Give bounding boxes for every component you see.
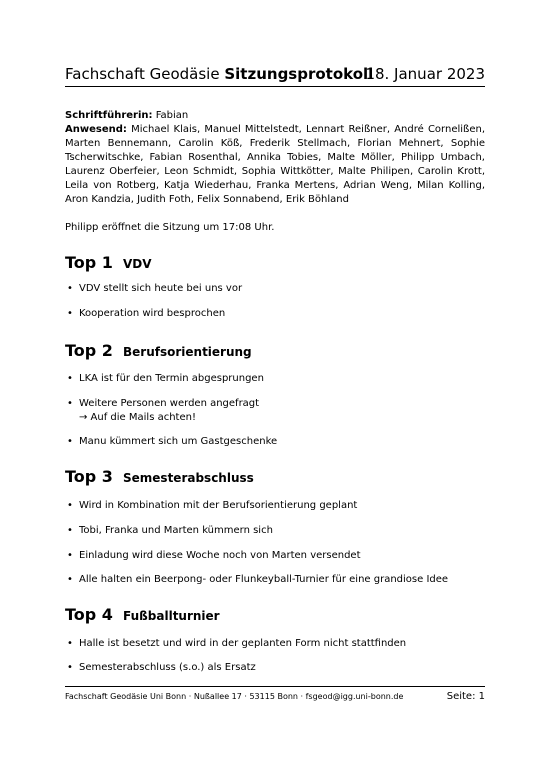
section-heading (65, 467, 485, 489)
meeting-meta (65, 109, 485, 207)
item-text: Wird in Kombination mit der Berufsorientierung geplant (79, 500, 358, 511)
section-number: Top 4 (65, 605, 113, 624)
opening-statement: Philipp eröffnet die Sitzung um 17:08 Uhr. (65, 222, 275, 233)
footer-address: Fachschaft Geodäsie Uni Bonn · Nußallee 17 · 53115 Bonn · fsgeod@igg.uni-bonn.de (65, 692, 404, 701)
section-number: Top 2 (65, 341, 113, 360)
writer-line (65, 109, 485, 123)
attendees-line (65, 123, 485, 207)
bullet-icon: • (67, 308, 73, 319)
item-text: VDV stellt sich heute bei uns vor (79, 283, 243, 294)
bullet-icon: • (67, 283, 73, 294)
item-text: Halle ist besetzt und wird in der geplanten Form nicht stattfinden (79, 638, 407, 649)
section-number: Top 1 (65, 253, 113, 272)
list-item (67, 397, 260, 425)
bullet-icon: • (67, 373, 73, 384)
list-item (67, 573, 449, 587)
list-item (67, 435, 278, 449)
list-item (67, 549, 361, 563)
header-title (65, 65, 373, 83)
item-text: Kooperation wird besprochen (79, 308, 226, 319)
item-text: Semesterabschluss (s.o.) als Ersatz (79, 662, 256, 673)
page-number: Seite: 1 (446, 691, 485, 702)
list-item (67, 637, 407, 651)
list-item (67, 524, 273, 538)
section-top-3 (65, 467, 485, 585)
list-item (67, 372, 264, 386)
header-document-title: Sitzungsprotokoll (224, 65, 374, 83)
writer-name: Fabian (155, 110, 189, 121)
section-top-2 (65, 341, 485, 447)
section-title: Fußballturnier (123, 609, 220, 623)
bullet-icon: • (67, 525, 73, 536)
bullet-icon: • (67, 436, 73, 447)
attendees-list: Michael Klais, Manuel Mittelstedt, Lennart Reißner, André Cornelißen, Marten Bennemann, Carolin Köß, Frederik Stellmach, Florian Mehnert, Sophie Tscherwitschke, Fabian Rosenthal, Annika Tobies, Malte Möller, Philipp Umbach, Laurenz Oberfeier, Leon Schmidt, Sophia Wittkötter, Malte Philipen, Carolin Krott, Leila von Rotberg, Katja Wiederhau, Franka Mertens, Adrian Weng, Milan Kolling, Aron Kandzia, Judith Foth, Felix Sonnabend, Erik Böhland (65, 124, 486, 205)
page-footer (65, 686, 485, 707)
section-number: Top 3 (65, 467, 113, 486)
section-title: Berufsorientierung (123, 345, 252, 359)
item-text: Weitere Personen werden angefragt (79, 398, 260, 409)
page-header (65, 64, 485, 87)
section-top-4 (65, 605, 485, 673)
list-item (67, 282, 243, 296)
header-org: Fachschaft Geodäsie (65, 65, 220, 83)
item-text: Tobi, Franka und Marten kümmern sich (79, 525, 273, 536)
bullet-icon: • (67, 662, 73, 673)
attendees-label: Anwesend: (65, 124, 127, 135)
section-heading (65, 605, 485, 627)
section-title: VDV (123, 257, 152, 271)
list-item (67, 307, 226, 321)
bullet-icon: • (67, 574, 73, 585)
section-heading (65, 341, 485, 363)
item-text: LKA ist für den Termin abgesprungen (79, 373, 264, 384)
section-top-1 (65, 253, 485, 319)
header-date: 18. Januar 2023 (365, 65, 485, 83)
item-text: Alle halten ein Beerpong- oder Flunkeyball-Turnier für eine grandiose Idee (79, 574, 449, 585)
bullet-icon: • (67, 398, 73, 409)
item-text: Manu kümmert sich um Gastgeschenke (79, 436, 278, 447)
list-item (67, 499, 358, 513)
bullet-icon: • (67, 550, 73, 561)
writer-label: Schriftführerin: (65, 110, 153, 121)
item-text: Einladung wird diese Woche noch von Marten versendet (79, 550, 361, 561)
item-subtext: → Auf die Mails achten! (79, 412, 196, 423)
section-heading (65, 253, 485, 275)
list-item (67, 661, 256, 675)
bullet-icon: • (67, 638, 73, 649)
section-title: Semesterabschluss (123, 471, 254, 485)
bullet-icon: • (67, 500, 73, 511)
